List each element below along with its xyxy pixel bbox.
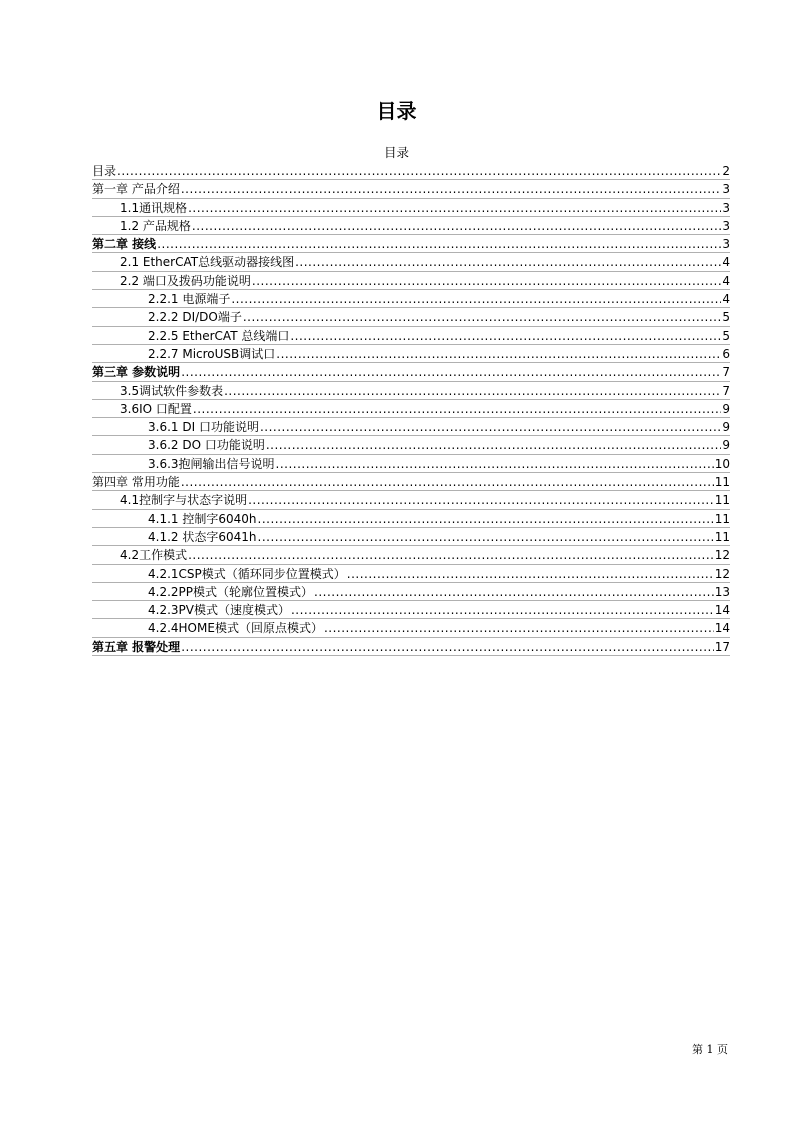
toc-entry-page: 12 [714, 566, 730, 581]
toc-entry-page: 11 [714, 475, 730, 490]
toc-entry-title: 2.2.2 DI/DO端子 [148, 310, 242, 325]
toc-entry-title: 1.2 产品规格 [120, 218, 191, 233]
toc-leader-dots [224, 382, 721, 400]
toc-entry[interactable] [92, 583, 730, 601]
toc-entry[interactable] [92, 199, 730, 217]
toc-entry-title: 第四章 常用功能 [92, 475, 180, 490]
toc-leader-dots [266, 436, 722, 454]
toc-entry[interactable] [92, 217, 730, 235]
toc-leader-dots [117, 162, 721, 180]
toc-entry-page: 13 [714, 584, 730, 599]
toc-entry[interactable] [92, 345, 730, 363]
toc-leader-dots [243, 308, 722, 326]
toc-leader-dots [295, 253, 721, 271]
toc-entry[interactable] [92, 382, 730, 400]
toc-entry-page: 2 [722, 164, 730, 178]
toc-entry[interactable] [92, 436, 730, 454]
toc-entry[interactable] [92, 162, 730, 180]
toc-entry-title: 2.2 端口及拨码功能说明 [120, 273, 251, 288]
page-title: 目录 [376, 99, 417, 123]
toc-entry[interactable] [92, 290, 730, 308]
page-number-footer: 第 1 页 [692, 1043, 728, 1056]
toc-entry-title: 4.1.2 状态字6041h [148, 529, 257, 544]
toc-entry-title: 4.1.1 控制字6040h [148, 511, 257, 526]
toc-entry-page: 3 [722, 182, 730, 197]
toc-entry[interactable] [92, 510, 730, 528]
toc-entry[interactable] [92, 473, 730, 491]
toc-leader-dots [188, 199, 721, 217]
toc-leader-dots [290, 327, 721, 345]
toc-entry-title: 3.6.1 DI 口功能说明 [148, 420, 259, 435]
toc-entry-title: 2.1 EtherCAT总线驱动器接线图 [120, 255, 295, 270]
toc-entry[interactable] [92, 308, 730, 326]
toc-entry[interactable] [92, 528, 730, 546]
toc-entry-title: 3.6IO 口配置 [120, 401, 192, 416]
toc-heading: 目录 [383, 145, 409, 160]
toc-entry-page: 10 [714, 456, 730, 471]
toc-entry-page: 6 [722, 346, 730, 361]
toc-entry[interactable] [92, 180, 730, 198]
toc-leader-dots [231, 290, 721, 308]
toc-leader-dots [258, 510, 714, 528]
toc-entry-page: 5 [722, 328, 730, 343]
toc-leader-dots [276, 455, 714, 473]
toc-entry-title: 第五章 报警处理 [92, 639, 181, 654]
toc-leader-dots [157, 235, 721, 253]
toc-leader-dots [324, 619, 714, 637]
toc-entry-title: 2.2.5 EtherCAT 总线端口 [148, 328, 290, 343]
toc-entry[interactable] [92, 638, 730, 656]
toc-entry-page: 11 [714, 529, 730, 544]
toc-entry-title: 第一章 产品介绍 [92, 182, 180, 197]
toc-leader-dots [252, 272, 721, 290]
toc-entry-title: 目录 [92, 164, 117, 178]
toc-entry[interactable] [92, 455, 730, 473]
toc-entry-page: 4 [722, 292, 730, 307]
toc-entry-title: 3.6.2 DO 口功能说明 [148, 438, 265, 453]
toc-entry-page: 14 [714, 603, 730, 618]
toc-entry-title: 4.2.4HOME模式（回原点模式） [148, 621, 323, 636]
toc-entry-title: 4.2.3PV模式（速度模式） [148, 603, 290, 618]
toc-entry-page: 4 [722, 255, 730, 270]
toc-entry-title: 3.6.3抱闸输出信号说明 [148, 456, 275, 471]
toc-entry-page: 4 [722, 273, 730, 288]
toc-leader-dots [291, 601, 714, 619]
toc-entry-page: 12 [714, 548, 730, 563]
toc-entry-page: 3 [722, 237, 730, 252]
toc-entry-page: 9 [722, 438, 730, 453]
toc-entry-page: 7 [722, 383, 730, 398]
toc-entry-page: 11 [714, 511, 730, 526]
toc-entry-title: 2.2.7 MicroUSB调试口 [148, 346, 276, 361]
toc-leader-dots [248, 491, 714, 509]
toc-entry-page: 11 [714, 493, 730, 508]
toc-entry-title: 4.1控制字与状态字说明 [120, 493, 248, 508]
toc-leader-dots [314, 583, 714, 601]
toc-leader-dots [258, 528, 714, 546]
toc-entry[interactable] [92, 235, 730, 253]
toc-entry-title: 4.2.1CSP模式（循环同步位置模式） [148, 566, 346, 581]
toc-entry-page: 3 [722, 200, 730, 215]
toc-entry-title: 第三章 参数说明 [92, 365, 181, 380]
toc-entry-page: 5 [722, 310, 730, 325]
toc-leader-dots [181, 180, 722, 198]
toc-entry[interactable] [92, 272, 730, 290]
toc-entry[interactable] [92, 253, 730, 271]
toc-leader-dots [347, 565, 714, 583]
toc-entry[interactable] [92, 400, 730, 418]
toc-entry-page: 7 [722, 365, 730, 380]
toc-entry[interactable] [92, 619, 730, 637]
toc-leader-dots [276, 345, 721, 363]
toc-entry-page: 14 [714, 621, 730, 636]
toc-leader-dots [260, 418, 721, 436]
toc-leader-dots [181, 638, 714, 656]
table-of-contents [92, 162, 730, 656]
toc-entry[interactable] [92, 546, 730, 564]
toc-leader-dots [181, 363, 721, 381]
toc-entry-title: 4.2工作模式 [120, 548, 188, 563]
toc-entry[interactable] [92, 418, 730, 436]
toc-entry[interactable] [92, 565, 730, 583]
toc-leader-dots [188, 546, 714, 564]
toc-leader-dots [181, 473, 714, 491]
toc-entry-page: 17 [714, 639, 730, 654]
toc-entry[interactable] [92, 363, 730, 381]
toc-entry-title: 3.5调试软件参数表 [120, 383, 224, 398]
toc-entry-title: 2.2.1 电源端子 [148, 292, 231, 307]
toc-entry-page: 3 [722, 218, 730, 233]
toc-entry[interactable] [92, 601, 730, 619]
toc-entry-title: 第二章 接线 [92, 237, 157, 252]
toc-entry-title: 4.2.2PP模式（轮廓位置模式） [148, 584, 314, 599]
toc-entry-title: 1.1通讯规格 [120, 200, 188, 215]
toc-entry-page: 9 [722, 401, 730, 416]
toc-leader-dots [193, 400, 721, 418]
toc-leader-dots [192, 217, 721, 235]
toc-entry[interactable] [92, 491, 730, 509]
toc-entry-page: 9 [722, 420, 730, 435]
toc-entry[interactable] [92, 327, 730, 345]
